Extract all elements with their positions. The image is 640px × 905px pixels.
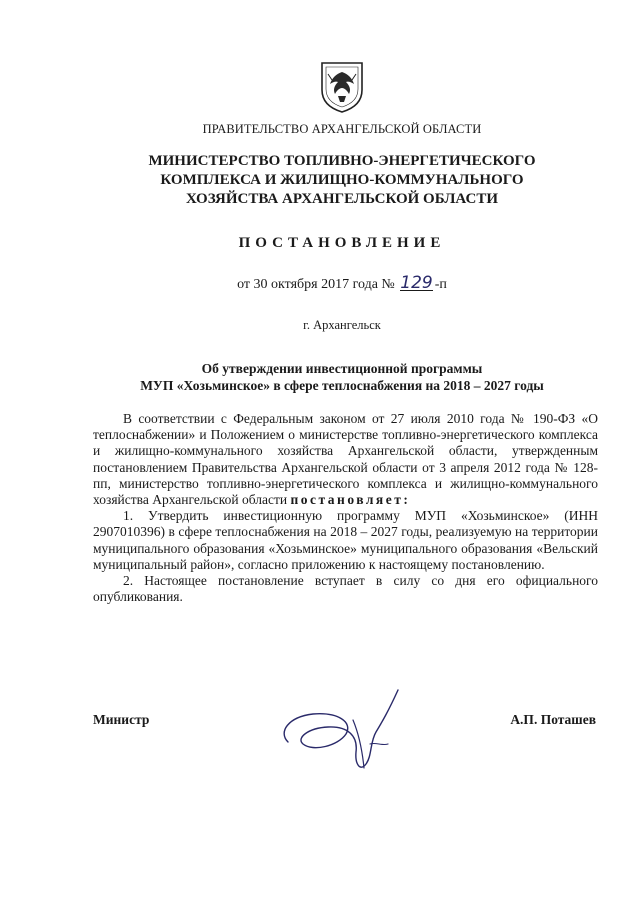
ministry-name (0, 152, 640, 209)
ministry-line: КОМПЛЕКСА И ЖИЛИЩНО-КОММУНАЛЬНОГО (160, 172, 524, 188)
document-number: 129 (400, 273, 433, 293)
body-text (93, 411, 598, 605)
city: г. Архангельск (303, 318, 381, 332)
signatory-name: А.П. Поташев (510, 712, 596, 727)
signatory-title: Министр (93, 712, 150, 727)
subject-line: МУП «Хозьминское» в сфере теплоснабжения на 2018 – 2027 годы (140, 378, 544, 393)
subject-line: Об утверждении инвестиционной программы (201, 361, 483, 376)
ministry-line: МИНИСТЕРСТВО ТОПЛИВНО-ЭНЕРГЕТИЧЕСКОГО (148, 153, 536, 169)
handwritten-signature (258, 672, 418, 782)
item-2: 2. Настоящее постановление вступает в силу со дня его официального опубликования. (93, 573, 598, 605)
coat-of-arms-icon (318, 60, 366, 114)
number-suffix: -п (434, 277, 447, 292)
document-subject (0, 360, 640, 394)
government-name: ПРАВИТЕЛЬСТВО АРХАНГЕЛЬСКОЙ ОБЛАСТИ (202, 122, 482, 136)
ministry-line: ХОЗЯЙСТВА АРХАНГЕЛЬСКОЙ ОБЛАСТИ (185, 191, 499, 207)
resolves-word: постановляет: (290, 492, 411, 508)
preamble-text: В соответствии с Федеральным законом от 27 июля 2010 года № 190-ФЗ «О теплоснабжении» и Положением о министерстве топливно-энергетического комплекса и жилищно-коммунального хозяйства Архангельской области, утвержденным постановлением Правительства Архангельской области от 3 апреля 2012 года № 128-пп, министерство топливно-энергетического комплекса и жилищно-коммунального хозяйства Архангельской области (93, 411, 598, 508)
document-type: ПОСТАНОВЛЕНИЕ (238, 235, 446, 251)
preamble-paragraph (93, 411, 598, 508)
date-prefix: от 30 октября 2017 года № (237, 277, 395, 292)
item-1: 1. Утвердить инвестиционную программу МУП «Хозьминское» (ИНН 2907010396) в сфере теплоснабжения на 2018 – 2027 годы, реализуемую на территории муниципального образования «Хозьминское» муниципального образования «Вельский муниципальный район», согласно приложению к настоящему постановлению. (93, 508, 598, 572)
date-line (0, 273, 640, 293)
